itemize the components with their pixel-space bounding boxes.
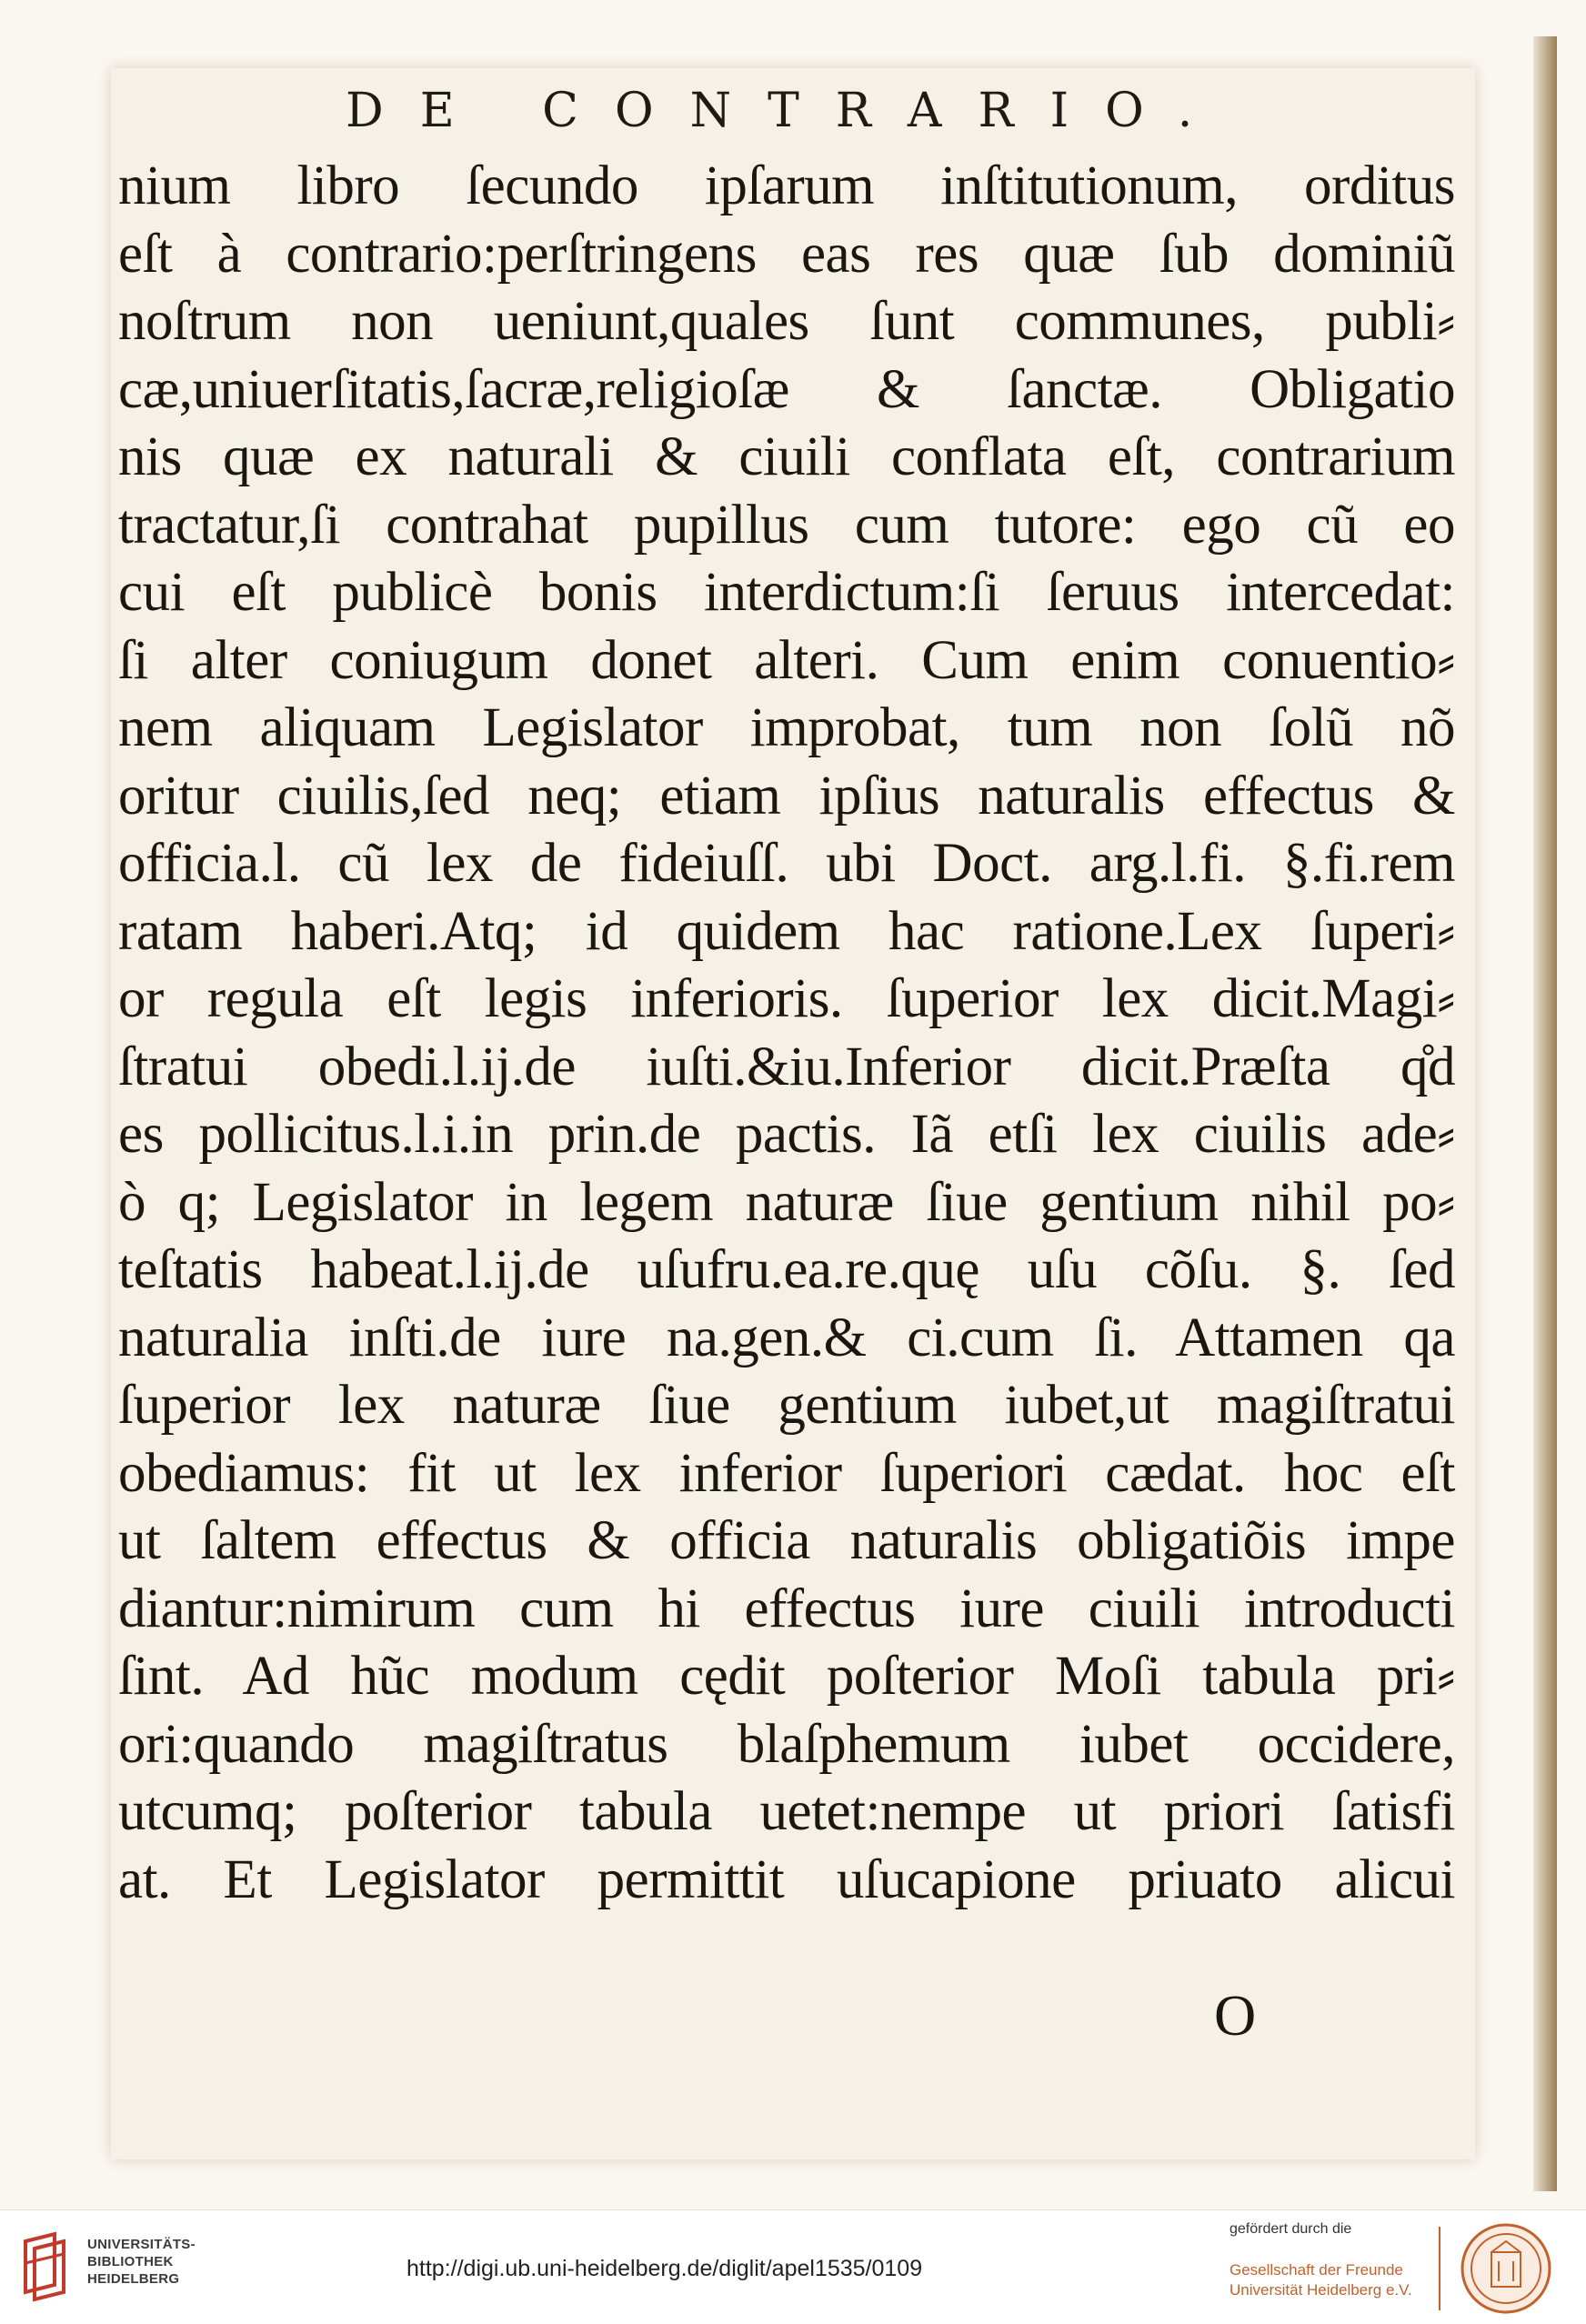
text-line: ratam haberi.Atq; id quidem hac ratione.Lex ſuperi⸗ — [118, 900, 1455, 962]
text-line: nium libro ſecundo ipſarum inſtitutionum, orditus — [118, 155, 1455, 216]
text-line: noſtrum non ueniunt,quales ſunt communes, publi⸗ — [118, 291, 1455, 352]
funding-label: gefördert durch die — [1230, 2221, 1352, 2237]
body-text — [118, 153, 1455, 1914]
text-line: diantur:nimirum cum hi effectus iure ciuili introducti — [118, 1578, 1455, 1639]
permalink-url[interactable]: http://digi.ub.uni-heidelberg.de/diglit/apel1535/0109 — [407, 2256, 923, 2281]
running-head: DE CONTRARIO. — [346, 84, 1230, 138]
text-line: nis quæ ex naturali & ciuili conflata eſt, contrarium — [118, 426, 1455, 487]
library-name-line: UNIVERSITÄTS- — [87, 2237, 196, 2252]
text-line: eſt à contrario:perſtringens eas res quæ ſub dominiũ — [118, 223, 1455, 285]
page-edge-shadow — [1533, 36, 1557, 2191]
library-name — [87, 2236, 196, 2288]
text-line: ò q; Legislator in legem naturæ ſiue gentium nihil po⸗ — [118, 1171, 1455, 1233]
society-name-line: Universität Heidelberg e.V. — [1230, 2281, 1412, 2299]
text-line: cæ,uniuerſitatis,ſacræ,religioſæ & ſanctæ. Obligatio — [118, 358, 1455, 420]
university-seal-icon — [1455, 2221, 1557, 2316]
text-line: ori:quando magiſtratus blaſphemum iubet occidere, — [118, 1713, 1455, 1775]
text-line: cui eſt publicè bonis interdictum:ſi ſeruus intercedat: — [118, 562, 1455, 623]
text-line: ſint. Ad hũc modum cędit poſterior Moſi tabula pri⸗ — [118, 1646, 1455, 1707]
text-line: es pollicitus.l.i.in prin.de pactis. Iã etſi lex ciuilis ade⸗ — [118, 1104, 1455, 1165]
text-line: ſtratui obedi.l.ij.de iuſti.&iu.Inferior dicit.Præſta q̊d — [118, 1036, 1455, 1097]
footer-bar — [0, 2209, 1586, 2324]
text-line: obediamus: fit ut lex inferior ſuperiori cædat. hoc eſt — [118, 1442, 1455, 1504]
text-line: or regula eſt legis inferioris. ſuperior lex dicit.Magi⸗ — [118, 968, 1455, 1029]
footer-divider — [1439, 2227, 1440, 2310]
text-line: ſi alter coniugum donet alteri. Cum enim conuentio⸗ — [118, 629, 1455, 691]
text-line: ſuperior lex naturæ ſiue gentium iubet,ut magiſtratui — [118, 1375, 1455, 1436]
society-name-line: Gesellschaft der Freunde — [1230, 2261, 1403, 2279]
text-line: at. Et Legislator permittit uſucapione priuato alicui — [118, 1848, 1455, 1910]
library-name-line: BIBLIOTHEK — [87, 2254, 174, 2269]
text-line: ut ſaltem effectus & officia naturalis obligatiõis impe — [118, 1510, 1455, 1571]
text-line: naturalia inſti.de iure na.gen.& ci.cum ſi. Attamen qa — [118, 1307, 1455, 1368]
text-line: oritur ciuilis,ſed neq; etiam ipſius naturalis effectus & — [118, 765, 1455, 826]
text-line: officia.l. cũ lex de fideiuſſ. ubi Doct. arg.l.fi. §.fi.rem — [118, 833, 1455, 894]
text-line: nem aliquam Legislator improbat, tum non ſolũ nõ — [118, 697, 1455, 758]
library-name-line: HEIDELBERG — [87, 2271, 180, 2287]
text-line: tractatur,ſi contrahat pupillus cum tutore: ego cũ eo — [118, 494, 1455, 556]
text-line: teſtatis habeat.l.ij.de uſufru.ea.re.quę uſu cõſu. §. ſed — [118, 1239, 1455, 1300]
catchword: O — [1214, 1983, 1257, 2048]
ub-library-logo-icon — [18, 2230, 75, 2303]
text-line: utcumq; poſterior tabula uetet:nempe ut priori ſatisfi — [118, 1781, 1455, 1842]
society-name[interactable] — [1230, 2260, 1425, 2300]
